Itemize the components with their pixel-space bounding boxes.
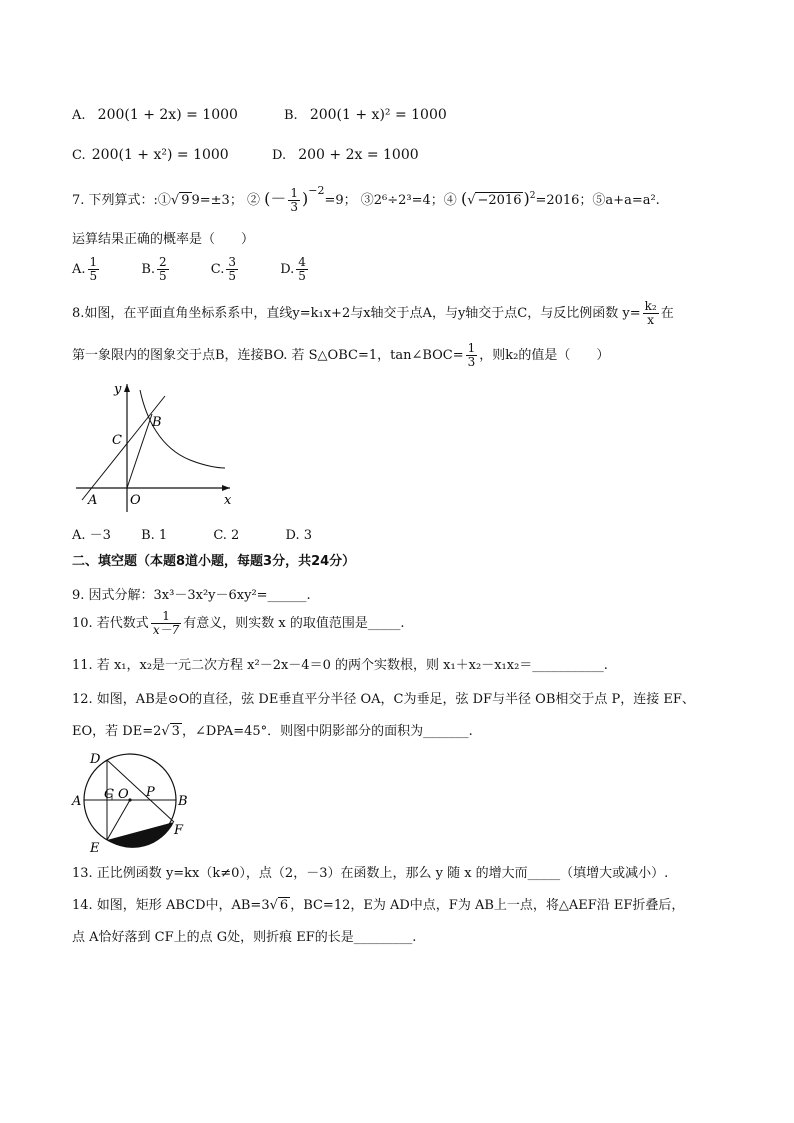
- q6-option-c: [72, 147, 229, 163]
- label-x: x: [224, 493, 232, 508]
- q7-exponent: −2: [308, 184, 325, 197]
- q12-line2: EO，若 DE=2√ 3 ，∠DPA=45°．则图中阴影部分的面积为_______.: [72, 724, 473, 739]
- q7-part3: =2016；⑤a+a=a².: [535, 193, 660, 208]
- q7-fraction: [288, 187, 300, 214]
- q8-option-b: B. 1: [141, 528, 168, 543]
- q8-tan-fraction: $\frac{1}{3}$: [467, 341, 476, 369]
- sqrt-symbol: √: [467, 193, 476, 208]
- section-heading: 二、填空题（本题8道小题，每题3分，共24分）: [72, 554, 356, 569]
- q7-option-a: A. $\frac{1}{5}$: [72, 255, 98, 283]
- y-axis-arrow: [124, 384, 130, 392]
- q9-text: 9. 因式分解：3x³－3x²y－6xy²=______.: [72, 588, 311, 603]
- label-C: C: [104, 787, 114, 802]
- q6-option-d: [272, 147, 419, 163]
- q8-option-c: C. 2: [213, 528, 240, 543]
- q6-a-label: A.: [72, 108, 86, 123]
- q7-frac-num: 1: [290, 186, 298, 200]
- label-y: y: [114, 382, 122, 397]
- q11-text: 11. 若 x₁，x₂是一元二次方程 x²－2x－4＝0 的两个实数根，则 x₁＋x₂－x₁x₂＝___________.: [72, 658, 608, 673]
- q7-part1b: 9=±3； ②: [191, 193, 260, 208]
- q6-d-expr: 200 + 2x = 1000: [298, 147, 419, 163]
- q7-option-d: D. $\frac{4}{5}$: [280, 255, 306, 283]
- q7-line2: 运算结果正确的概率是（ ）: [72, 232, 255, 247]
- q7-line1: 7. 下列算式：:①√ 9 9=±3； ② (－ $\frac{1}{3}$ )$^{-2}$=9； ③2⁶÷2³=4；④ (√ −2016 )$^2$=2016；⑤a+a=a².: [72, 184, 660, 214]
- q10-text: 10. 若代数式 $\frac{1}{x-7}$ 有意义，则实数 x 的取值范围是_____.: [72, 609, 405, 637]
- sqrt-symbol: √: [170, 193, 180, 208]
- q14-line2: 点 A恰好落到 CF上的点 G处，则折痕 EF的长是_________.: [72, 930, 417, 945]
- label-F: F: [174, 823, 184, 838]
- label-A: A: [88, 493, 98, 508]
- q7-option-c: C. $\frac{3}{5}$: [210, 255, 237, 283]
- q12-line1: 12. 如图，AB是⊙O的直径，弦 DE垂直平分半径 OA，C为垂足，弦 DF与半径 OB相交于点 P，连接 EF、: [72, 692, 695, 707]
- q8-option-d: D. 3: [285, 528, 312, 543]
- q6-d-label: D.: [272, 148, 287, 163]
- q8-line1: [72, 300, 674, 327]
- center-point: [128, 798, 131, 801]
- q10-fraction: $\frac{1}{x-7}$: [152, 609, 180, 637]
- line-k1: [82, 396, 165, 500]
- label-E: E: [90, 841, 100, 856]
- q6-option-b: [284, 107, 447, 123]
- q7-sqrt-arg: 9: [181, 193, 190, 208]
- x-axis-arrow: [222, 485, 230, 491]
- q6-b-label: B.: [284, 108, 298, 123]
- label-A: A: [72, 794, 82, 809]
- q7-part2: =9； ③2⁶÷2³=4；④: [324, 193, 457, 208]
- q8-text1b: 在: [660, 306, 674, 321]
- q6-a-expr: 200(1 + 2x) = 1000: [97, 107, 238, 123]
- q8-options: [72, 524, 312, 543]
- q6-b-expr: 200(1 + x)² = 1000: [309, 107, 447, 123]
- q7-frac-den: 3: [290, 200, 298, 214]
- q7-sqrt-neg2016: −2016: [477, 193, 522, 208]
- q8-line2: [72, 342, 609, 369]
- segment-BO: [127, 414, 152, 488]
- q13-text: 13. 正比例函数 y=kx（k≠0），点（2，－3）在函数上，那么 y 随 x 的增大而_____（填增大或减小）.: [72, 866, 669, 881]
- q7-options: [72, 256, 310, 283]
- label-D: D: [90, 752, 101, 767]
- q7-option-b: B. $\frac{2}{5}$: [141, 255, 167, 283]
- q12-figure: [70, 748, 200, 858]
- q8-figure: [70, 378, 240, 518]
- label-P: P: [146, 785, 155, 800]
- shaded-region: [107, 822, 174, 848]
- q8-text2b: ，则k₂的值是（ ）: [479, 348, 610, 363]
- segment-EO: [107, 800, 130, 840]
- q8-fraction: $\frac{\text{k₂}}{x}$: [644, 299, 657, 327]
- q8-option-a: A. －3: [72, 528, 111, 543]
- label-O: O: [118, 787, 129, 802]
- label-C: C: [112, 433, 122, 448]
- q6-c-label: C.: [72, 148, 86, 163]
- label-O: O: [130, 493, 141, 508]
- label-B: B: [178, 794, 188, 809]
- label-B: B: [152, 415, 162, 430]
- q8-text2: 第一象限内的图象交于点B，连接BO. 若 S△OBC=1，tan∠BOC=: [72, 348, 464, 363]
- q6-option-a: [72, 107, 238, 123]
- q7-part1: 7. 下列算式：:①: [72, 193, 171, 208]
- q6-c-expr: 200(1 + x²) = 1000: [91, 147, 229, 163]
- q14-line1: 14. 如图，矩形 ABCD中，AB=3√ 6 ，BC=12，E为 AD中点，F为 AB上一点，将△AEF沿 EF折叠后，: [72, 898, 685, 913]
- q8-text1: 8.如图，在平面直角坐标系系中，直线y=k₁x+2与x轴交于点A，与y轴交于点C，与反比例函数 y=: [72, 306, 641, 321]
